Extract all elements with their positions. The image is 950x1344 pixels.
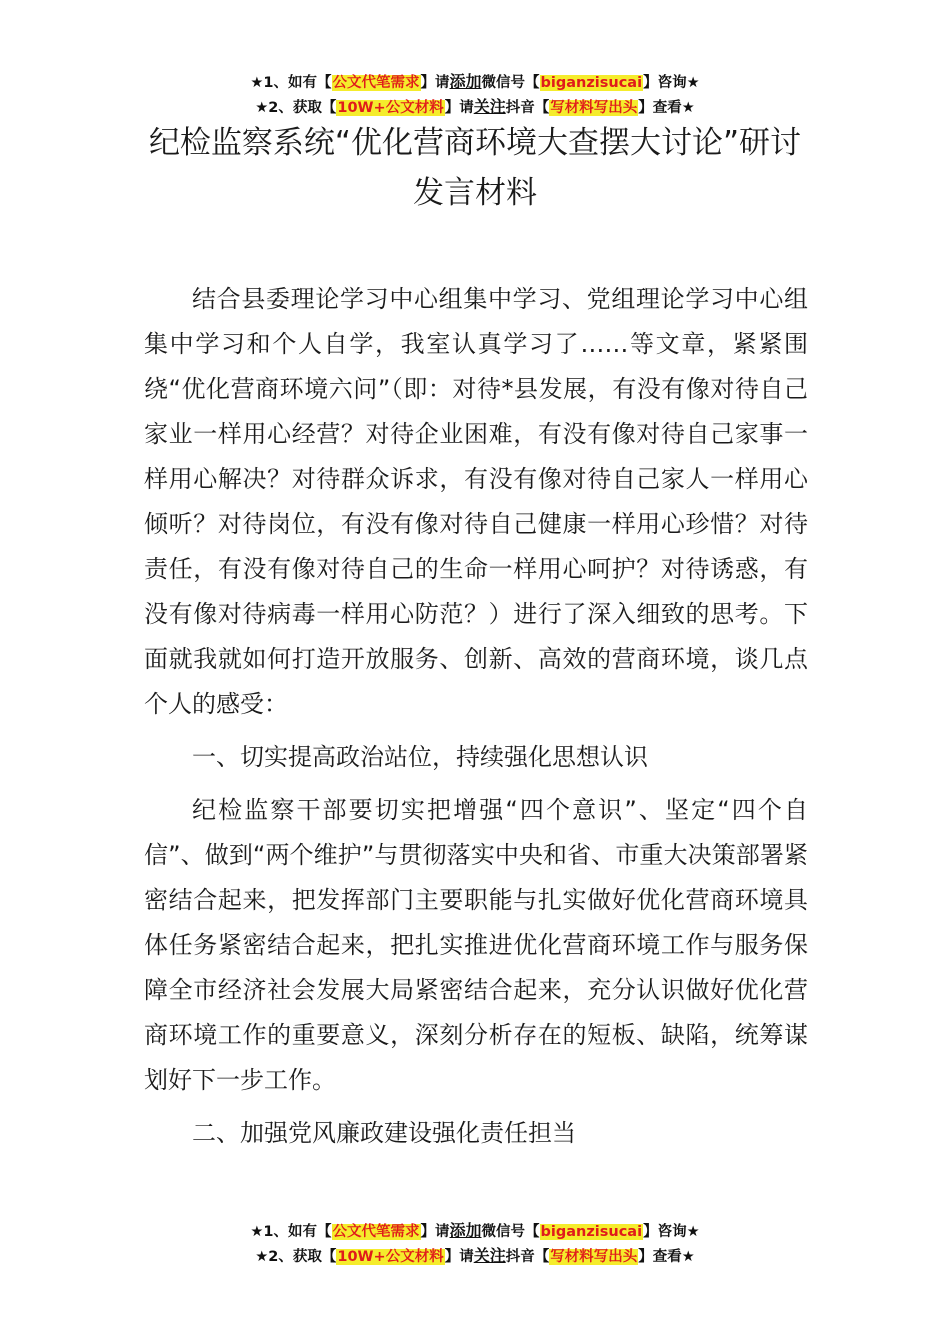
bottom-promo-banner [0,1219,950,1269]
promo-line-2 [0,95,950,120]
body-paragraph: 结合县委理论学习中心组集中学习、党组理论学习中心组集中学习和个人自学，我室认真学习了……等文章，紧紧围绕“优化营商环境六问”（即：对待*县发展，有没有像对待自己家业一样用心经营？对待企业困难，有没有像对待自己家事一样用心解决？对待群众诉求，有没有像对待自己家人一样用心倾听？对待岗位，有没有像对待自己健康一样用心珍惜？对待责任，有没有像对待自己的生命一样用心呵护？对待诱惑，有没有像对待病毒一样用心防范？）进行了深入细致的思考。下面就我就如何打造开放服务、创新、高效的营商环境，谈几点个人的感受： [144,285,808,718]
promo-text: 】请 [444,1249,474,1265]
section-heading-1: 一、切实提高政治站位，持续强化思想认识 [192,743,648,771]
promo-text: 抖音【 [505,100,550,116]
promo-line-1 [0,1219,950,1244]
promo-text: 】请 [444,100,474,116]
promo-highlight: 写材料写出头 [550,100,638,116]
promo-highlight: 公文代笔需求 [332,75,420,91]
promo-emphasis: 添加 [449,1221,482,1240]
promo-highlight: 公文代笔需求 [332,1224,420,1240]
promo-text: 抖音【 [505,1249,550,1265]
body-paragraph: 纪检监察干部要切实把增强“四个意识”、坚定“四个自信”、做到“两个维护”与贯彻落实中央和省、市重大决策部署紧密结合起来，把发挥部门主要职能与扎实做好优化营商环境具体任务紧密结合起来，把扎实推进优化营商环境工作与服务保障全市经济社会发展大局紧密结合起来，充分认识做好优化营商环境工作的重要意义，深刻分析存在的短板、缺陷，统筹谋划好下一步工作。 [144,796,808,1094]
section-heading-2: 二、加强党风廉政建设强化责任担当 [192,1119,576,1147]
promo-highlight: 10W+公文材料 [337,100,444,116]
promo-emphasis: 添加 [449,72,482,91]
document-title: 纪检监察系统“优化营商环境大查摆大讨论”研讨发言材料 [148,125,802,211]
promo-text: ★1、如有【 [250,75,332,91]
promo-text: ★1、如有【 [250,1224,332,1240]
promo-text: 】咨询★ [643,1224,700,1240]
promo-highlight: 10W+公文材料 [337,1249,444,1265]
promo-text: 微信号【 [481,1224,540,1240]
promo-text: 】查看★ [638,100,695,116]
top-promo-banner [0,70,950,120]
promo-highlight: biganzisucai [540,75,643,91]
promo-line-1 [0,70,950,95]
promo-line-2 [0,1244,950,1269]
promo-text: 】咨询★ [643,75,700,91]
promo-text: 】查看★ [638,1249,695,1265]
document-body [144,277,808,1164]
promo-emphasis: 关注 [473,97,506,116]
promo-highlight: biganzisucai [540,1224,643,1240]
promo-text: 】请 [420,75,450,91]
promo-highlight: 写材料写出头 [550,1249,638,1265]
promo-text: ★2、获取【 [255,100,337,116]
promo-text: ★2、获取【 [255,1249,337,1265]
promo-emphasis: 关注 [473,1246,506,1265]
promo-text: 微信号【 [481,75,540,91]
promo-text: 】请 [420,1224,450,1240]
